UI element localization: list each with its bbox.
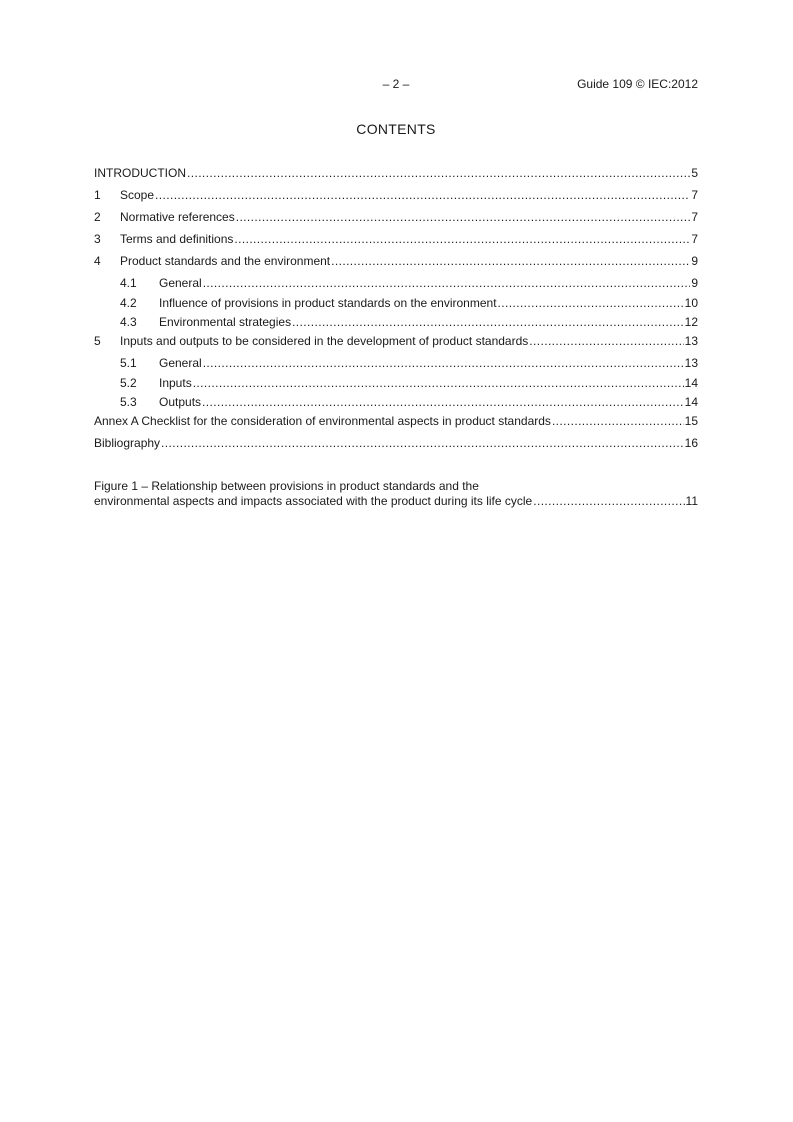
toc-entry-page: 13 [684,334,698,348]
toc-leader-dots [155,187,690,203]
toc-entry-page: 14 [684,395,698,409]
toc-entry-page: 9 [691,254,698,268]
toc-entry-annex-a[interactable] [94,413,698,429]
toc-leader-dots [203,275,691,291]
toc-entry-number: 2 [94,210,101,224]
toc-leader-dots [552,413,684,429]
toc-leader-dots [292,314,684,330]
toc-entry-4-3-strategies[interactable] [94,314,698,330]
toc-leader-dots [236,209,691,225]
toc-entry-label: Outputs [159,395,202,409]
toc-entry-bibliography[interactable] [94,435,698,451]
toc-entry-number: 5.1 [120,356,137,370]
figure-caption-line-2: environmental aspects and impacts associated with the product during its life cycle [94,494,533,508]
toc-entry-4-2-influence[interactable] [94,295,698,311]
toc-entry-page: 7 [691,210,698,224]
document-id: Guide 109 © IEC:2012 [577,77,698,91]
toc-entry-label: Environmental strategies [159,315,292,329]
toc-entry-label: Influence of provisions in product standards on the environment [159,296,497,310]
toc-leader-dots [533,494,684,509]
toc-entry-label: Inputs [159,376,192,390]
toc-entry-page: 12 [684,315,698,329]
toc-entry-page: 16 [684,436,698,450]
toc-entry-number: 4.1 [120,276,137,290]
toc-entry-5-1-general[interactable] [94,355,698,371]
toc-entry-introduction[interactable] [94,165,698,181]
toc-entry-scope[interactable] [94,187,698,203]
toc-entry-number: 3 [94,232,101,246]
toc-entry-label: INTRODUCTION [94,166,186,180]
toc-entry-label: Bibliography [94,436,161,450]
toc-entry-inputs-outputs[interactable] [94,333,698,349]
toc-entry-page: 7 [691,232,698,246]
toc-entry-number: 5.3 [120,395,137,409]
toc-entry-page: 14 [684,376,698,390]
toc-entry-4-1-general[interactable] [94,275,698,291]
toc-leader-dots [203,355,684,371]
toc-entry-page: 10 [684,296,698,310]
toc-entry-label: Scope [120,188,155,202]
toc-entry-number: 5.2 [120,376,137,390]
toc-leader-dots [187,165,690,181]
toc-entry-page: 13 [684,356,698,370]
toc-entry-label: Normative references [120,210,235,224]
toc-leader-dots [498,295,684,311]
toc-entry-label: Inputs and outputs to be considered in the development of product standards [120,334,529,348]
toc-entry-page: 7 [691,188,698,202]
figure-page: 11 [685,494,698,508]
toc-leader-dots [202,394,684,410]
toc-entry-label: Product standards and the environment [120,254,331,268]
toc-entry-label: General [159,356,202,370]
figure-list-entry[interactable] [94,479,698,509]
toc-entry-number: 4.3 [120,315,137,329]
toc-entry-number: 4 [94,254,101,268]
toc-leader-dots [529,333,683,349]
toc-leader-dots [193,375,684,391]
toc-entry-number: 1 [94,188,101,202]
toc-entry-5-3-outputs[interactable] [94,394,698,410]
page-number: – 2 – [382,77,410,91]
toc-entry-label: Annex A Checklist for the consideration of environmental aspects in product standards [94,414,551,428]
toc-entry-number: 5 [94,334,101,348]
contents-title: CONTENTS [356,121,436,137]
toc-entry-normative-references[interactable] [94,209,698,225]
toc-leader-dots [234,231,690,247]
toc-entry-product-standards[interactable] [94,253,698,269]
toc-entry-number: 4.2 [120,296,137,310]
toc-entry-page: 9 [691,276,698,290]
page-header [94,77,698,93]
figure-caption-line-1: Figure 1 – Relationship between provisions in product standards and the [94,479,479,493]
toc-entry-5-2-inputs[interactable] [94,375,698,391]
toc-leader-dots [331,253,690,269]
toc-entry-label: Terms and definitions [120,232,234,246]
toc-entry-page: 5 [691,166,698,180]
toc-leader-dots [161,435,684,451]
toc-entry-terms-definitions[interactable] [94,231,698,247]
toc-entry-label: General [159,276,202,290]
toc-entry-page: 15 [684,414,698,428]
